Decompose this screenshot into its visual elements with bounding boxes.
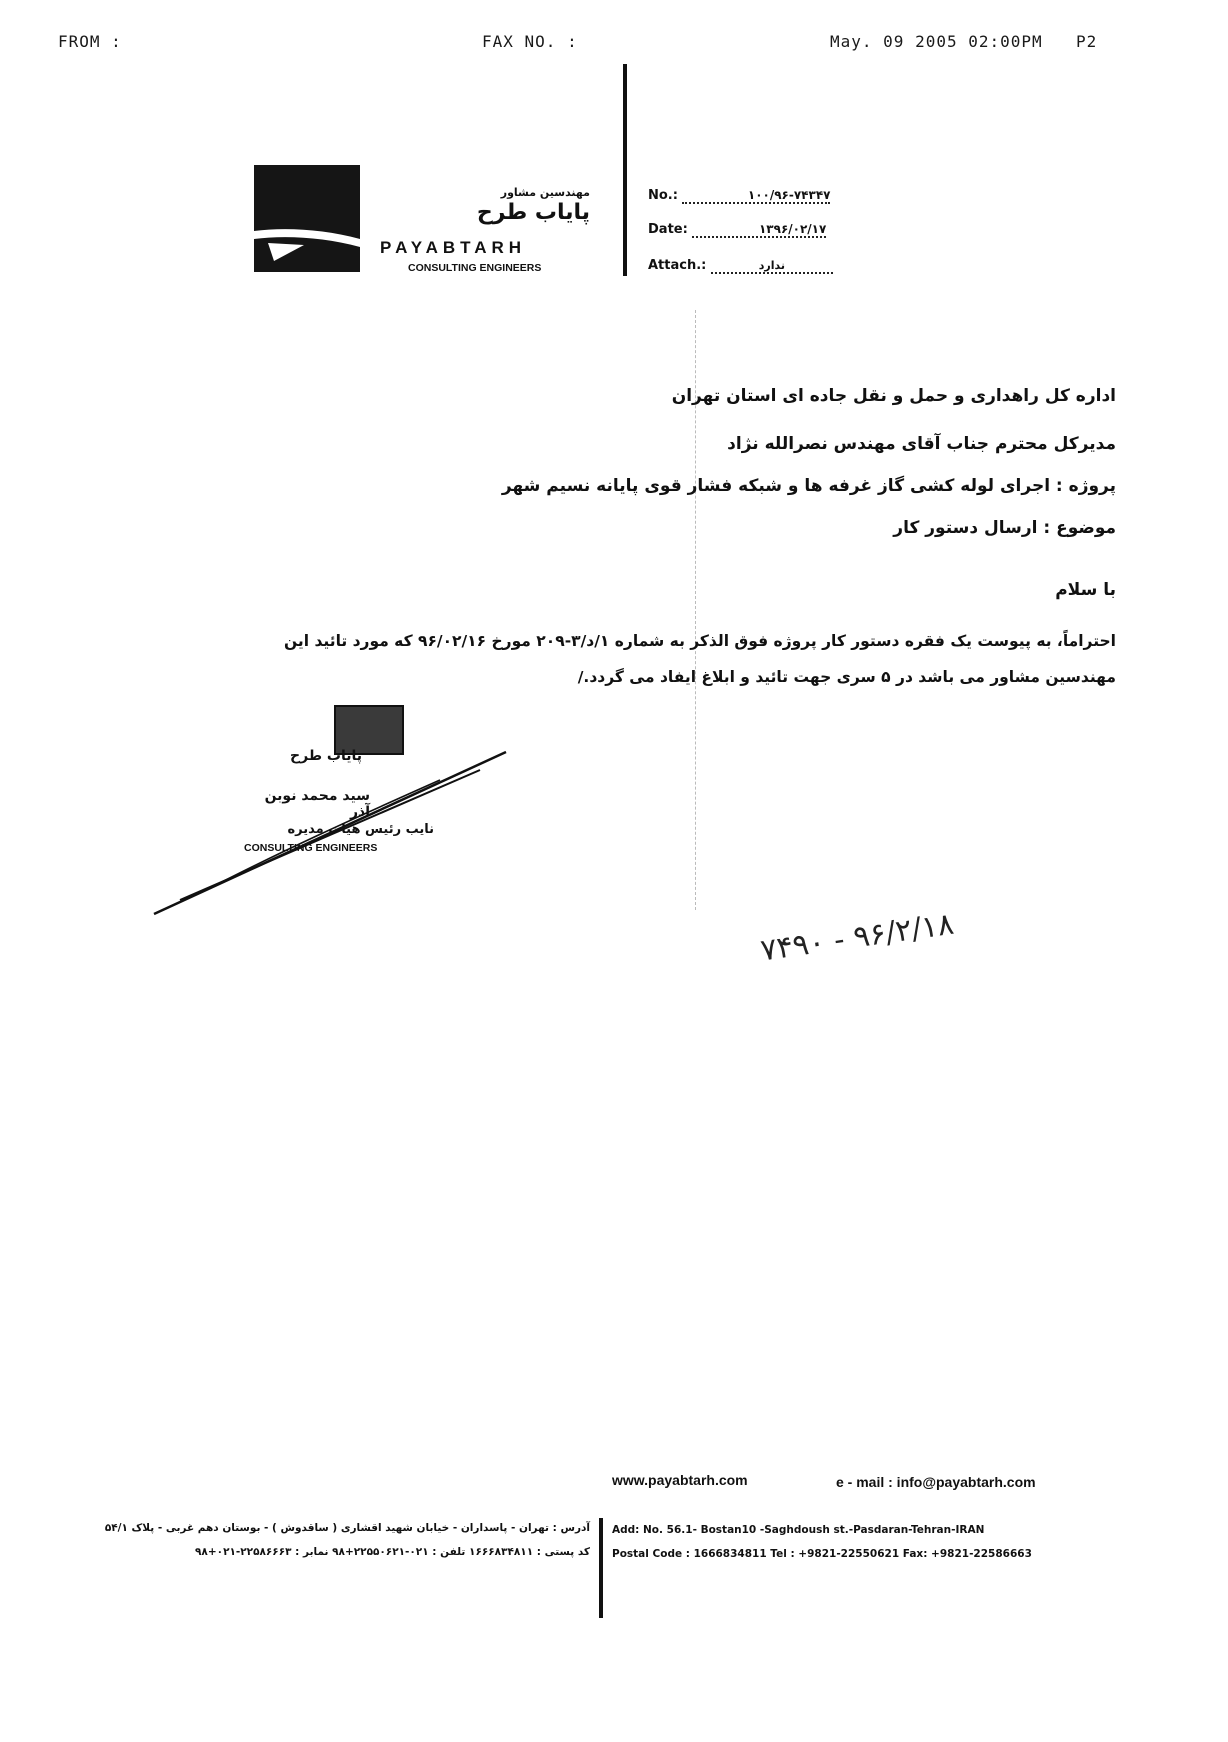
subject-line: موضوع : ارسال دستور کار xyxy=(893,518,1116,538)
letter-number-label: No.: xyxy=(648,188,678,203)
greeting: با سلام xyxy=(1055,580,1116,600)
footer-address-en: Add: No. 56.1- Bostan10 -Saghdoush st.-Pasdaran-Tehran-IRAN xyxy=(612,1524,985,1536)
letter-number-value: ۱۰۰/۹۶-۷۴۳۴۷ xyxy=(682,188,830,204)
logo-tagline: CONSULTING ENGINEERS xyxy=(408,262,542,274)
logo-name-latin: PAYABTARH xyxy=(380,238,527,257)
signature-scribble-icon xyxy=(140,740,520,920)
project-line: پروژه : اجرای لوله کشی گاز غرفه ها و شبکه فشار قوی پایانه نسیم شهر xyxy=(501,476,1116,496)
body-line-1: احتراماً، به پیوست یک فقره دستور کار پروژه فوق الذکر به شماره ۱/د/۳-۲۰۹ مورخ ۹۶/۰۲/۱۶ که مورد تائید این xyxy=(283,632,1116,650)
footer-website: www.payabtarh.com xyxy=(612,1472,748,1488)
fax-number-label: FAX NO. : xyxy=(482,32,578,51)
letter-number xyxy=(648,188,830,204)
header-divider xyxy=(623,64,627,276)
recipient-person: مدیرکل محترم جناب آقای مهندس نصرالله نژاد xyxy=(727,434,1116,454)
footer-address-fa: آدرس : تهران - پاسداران - خیابان شهید اقشاری ( ساقدوش ) - بوستان دهم غربی - پلاک ۵۴/۱ xyxy=(104,1522,590,1534)
letter-attachment xyxy=(648,258,833,274)
footer-contacts-fa: کد پستی : ۱۶۶۶۸۳۴۸۱۱ تلفن : ۰۲۱-۲۲۵۵۰۶۲۱+۹۸ نمابر : ۲۲۵۸۶۶۶۳-۰۲۱+۹۸ xyxy=(195,1546,590,1558)
recipient-organization: اداره کل راهداری و حمل و نقل جاده ای استان تهران xyxy=(671,386,1116,406)
company-logo-mark xyxy=(254,165,360,272)
letter-date-value: ۱۳۹۶/۰۲/۱۷ xyxy=(692,222,826,238)
signer-name: سید محمد نوبن آذر xyxy=(264,788,370,820)
logo-name-fa: پایاب طرح xyxy=(476,200,590,225)
stamp-latin-text: CONSULTING ENGINEERS xyxy=(244,842,378,854)
footer-email: e - mail : info@payabtarh.com xyxy=(836,1474,1036,1490)
footer-divider xyxy=(599,1518,603,1618)
fax-from: FROM : xyxy=(58,32,122,51)
logo-subtitle-fa: مهندسین مشاور xyxy=(500,186,590,199)
handwritten-note: ۹۶/۲/۱۸ - ۷۴۹۰ xyxy=(758,906,956,969)
letter-date xyxy=(648,222,826,238)
letter-attachment-label: Attach.: xyxy=(648,258,707,273)
body-line-2: مهندسین مشاور می باشد در ۵ سری جهت تائید و ابلاغ ایفاد می گردد./ xyxy=(577,668,1116,686)
letter-date-label: Date: xyxy=(648,222,688,237)
letter-attachment-value: ندارد xyxy=(711,259,833,274)
fax-page: P2 xyxy=(1076,32,1098,51)
stamp-name: پایاب طرح xyxy=(290,748,362,764)
logo-swoosh-icon xyxy=(254,165,360,272)
signer-role: نایب رئیس هیات مدیره xyxy=(287,822,434,837)
fax-datetime: May. 09 2005 02:00PM xyxy=(830,32,1043,51)
footer-contacts-en: Postal Code : 1666834811 Tel : +9821-22550621 Fax: +9821-22586663 xyxy=(612,1548,1032,1560)
